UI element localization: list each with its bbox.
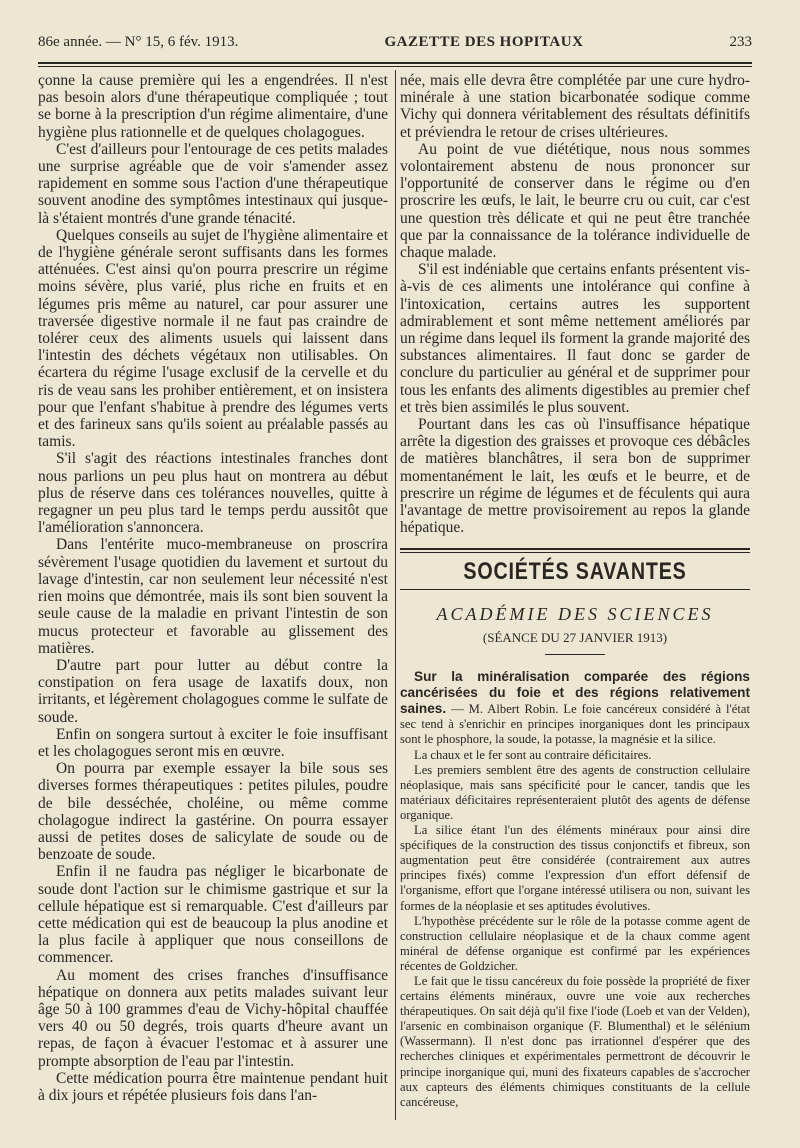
article-paragraph: La silice étant l'un des éléments minéraux pour ainsi dire spécifiques de la construction des tissus conjonctifs et fibreux, son augmentation peut être considérée (contrairement aux autres principes fixés) comme l'expression d'un effort défensif de l'organisme, effort que l'organe intéressé utilisera ou non, suivant les formes de la néoplasie et ses aptitudes évolutives. <box>400 823 750 913</box>
article-author: — M. Albert Robin. <box>451 702 559 717</box>
paragraph: née, mais elle devra être complétée par une cure hydro-minérale à une station bicarbonatée sodique comme Vichy qui donnera véritablement des résultats définitifs et préviendra le retour de crises ultérieures. <box>400 72 750 141</box>
paragraph: Cette médication pourra être maintenue pendant huit à dix jours et répétée plusieurs fois dans l'an- <box>38 1069 388 1104</box>
paragraph: Enfin il ne faudra pas négliger le bicarbonate de soude dont l'action sur le chimisme gastrique et sur la cellule hépatique est si remarquable. C'est d'ailleurs par cette médication qui est de beaucoup la plus anodine et la plus facile à appliquer que nous conseillons de commencer. <box>38 863 388 967</box>
paragraph: Au point de vue diététique, nous nous sommes volontairement abstenu de nous prononcer sur l'opportunité de conserver dans le régime ou d'en proscrire les œufs, le lait, le beurre cru ou cuit, car c'est une question très délicate et qui ne peut être tranchée que par la connaissance de la tolérance individuelle de chaque malade. <box>400 140 750 262</box>
article-paragraph: Le fait que le tissu cancéreux du foie possède la propriété de fixer certains éléments minéraux, ouvre une voie aux recherches thérapeutiques. On sait déjà qu'il fixe l'iode (Loeb et van der Velden), l'arsenic en combinaison organique (F. Blumenthal) et le sélénium (Wassermann). Il n'est donc pas irrationnel d'espérer que des recherches cliniques et expérimentales permettront de découvrir le principe inorganique qui, muni des fixateurs capables de s'accrocher aux capteurs des éléments chimiques constituants de la cellule cancéreuse, <box>400 973 750 1109</box>
issue-line: 86e année. — N° 15, 6 fév. 1913. <box>38 34 239 50</box>
paragraph: Au moment des crises franches d'insuffisance hépatique on donnera aux petits malades suivant leur âge 50 à 100 grammes d'eau de Vichy-hôpital chauffée vers 40 ou 50 degrés, trois quarts d'heure avant un repas, de façon à évacuer l'estomac et à assurer une prompte absorption de l'eau par l'intestin. <box>38 966 388 1070</box>
paragraph: çonne la cause première qui les a engendrées. Il n'est pas besoin alors d'une thérapeutique compliquée ; tout se borne à la prescription d'un régime alimentaire, d'une hygiène plus rationnelle et de quelques cholagogues. <box>38 72 388 141</box>
article-paragraph: L'hypothèse précédente sur le rôle de la potasse comme agent de construction cellulaire néoplasique et de la chaux comme agent minéral de défense organique est confirmé par les expériences récentes de Goldzicher. <box>400 913 750 973</box>
paragraph: S'il s'agit des réactions intestinales franches dont nous parlions un peu plus haut on montrera au début plus de réserve dans ces tolérances nouvelles, quitte à regagner un peu plus tard le temps perdu aussitôt que l'amélioration s'annoncera. <box>38 450 388 537</box>
article <box>400 669 750 1110</box>
paragraph: On pourra par exemple essayer la bile sous ses diverses formes thérapeutiques : petites pilules, poudre de bile desséchée, choléine, ou même comme cholagogue indirect la gastérine. On pourra essayer aussi de petites doses de salicylate de soude ou de benzoate de soude. <box>38 760 388 864</box>
paragraph: D'autre part pour lutter au début contre la constipation on fera usage de laxatifs doux, non irritants, et légèrement cholagogues comme le sulfate de soude. <box>38 656 388 726</box>
session-rule <box>545 654 605 655</box>
article-paragraph: Les premiers semblent être des agents de construction cellulaire néoplasique, mais sans spécificité pour le cancer, tandis que les matériaux déficitaires représenteraient plutôt des agents de défense organique. <box>400 762 750 822</box>
left-column <box>38 72 388 1104</box>
section-title: SOCIÉTÉS SAVANTES <box>463 558 687 586</box>
paragraph: S'il est indéniable que certains enfants présentent vis-à-vis de ces aliments une intolérance qui confine à l'intoxication, certains autres les supportent admirablement et sont même nettement améliorés par un régime dans lequel ils forment la grande majorité des substances alimentaires. Il faut donc se garder de conclure du particulier au général et de supprimer pour tous les enfants des aliments digestibles au premier chef et très bien assimilés le plus souvent. <box>400 261 750 416</box>
header-rule-thin <box>38 66 752 67</box>
section-rule <box>400 548 750 550</box>
paragraph: Enfin on songera surtout à exciter le foie insuffisant et les cholagogues seront mis en œuvre. <box>38 725 388 760</box>
article-lead <box>400 669 750 747</box>
article-paragraph: La chaux et le fer sont au contraire déficitaires. <box>414 747 652 762</box>
article-text: Le foie cancéreux considéré à l'état sec tend à s'enrichir en principes inorganiques dont les principaux sont le phosphore, la soude, la potasse, la magnésie et la silice. <box>400 702 750 747</box>
article-title: Sur la minéralisation comparée des régions cancérisées du foie et des régions relativement saines. <box>400 669 750 717</box>
section-rule-thin <box>400 552 750 553</box>
session-date: (SÉANCE DU 27 JANVIER 1913) <box>482 629 668 645</box>
paragraph: Dans l'entérite muco-membraneuse on proscrira sévèrement l'usage quotidien du lavement et surtout du lavage d'intestin, car non seulement leur nécessité n'est rien moins que démontrée, mais ils sont bien souvent la seule cause de la maladie en privant l'intestin de son mucus protecteur et favorable au glissement des matières. <box>38 536 388 657</box>
academy-heading: ACADÉMIE DES SCIENCES <box>436 603 714 624</box>
right-column <box>400 72 750 1110</box>
page-number: 233 <box>729 34 752 50</box>
column-divider <box>395 70 396 1120</box>
journal-title: GAZETTE DES HOPITAUX <box>384 34 584 50</box>
paragraph: Pourtant dans les cas où l'insuffisance hépatique arrête la digestion des graisses et provoque ces débâcles de matières blanchâtres, il sera bon de supprimer momentanément le lait, les œufs et le beurre, et de prescrire un régime de légumes et de féculents qui aura l'avantage de mettre provisoirement au repos la glande hépatique. <box>400 416 750 537</box>
section-rule-bottom <box>400 589 750 590</box>
paragraph: Quelques conseils au sujet de l'hygiène alimentaire et de l'hygiène générale seront suffisants dans les formes atténuées. C'est ainsi qu'on pourra prescrire un régime moins sévère, plus varié, plus riche en fruits et en légumes pris même au naturel, car pour assurer une traversée digestive normale il ne faut pas craindre de tolérer ceux des aliments usuels qui laissent dans l'intestin des déchets végétaux non utilisables. On écartera du régime l'usage exclusif de la cervelle et du ris de veau sans les prohiber entièrement, et on insistera pour que l'enfant s'habitue à prendre des légumes verts et des farineux sans qu'ils soient au préalable passés au tamis. <box>38 226 388 451</box>
header-rule <box>38 62 752 64</box>
paragraph: C'est d'ailleurs pour l'entourage de ces petits malades une surprise agréable que de voir s'amender assez rapidement en somme sous l'action d'une thérapeutique souvent anodine des symptômes intestinaux qui jusque-là s'étaient montrés d'une grande ténacité. <box>38 140 388 227</box>
page-header <box>38 34 752 58</box>
